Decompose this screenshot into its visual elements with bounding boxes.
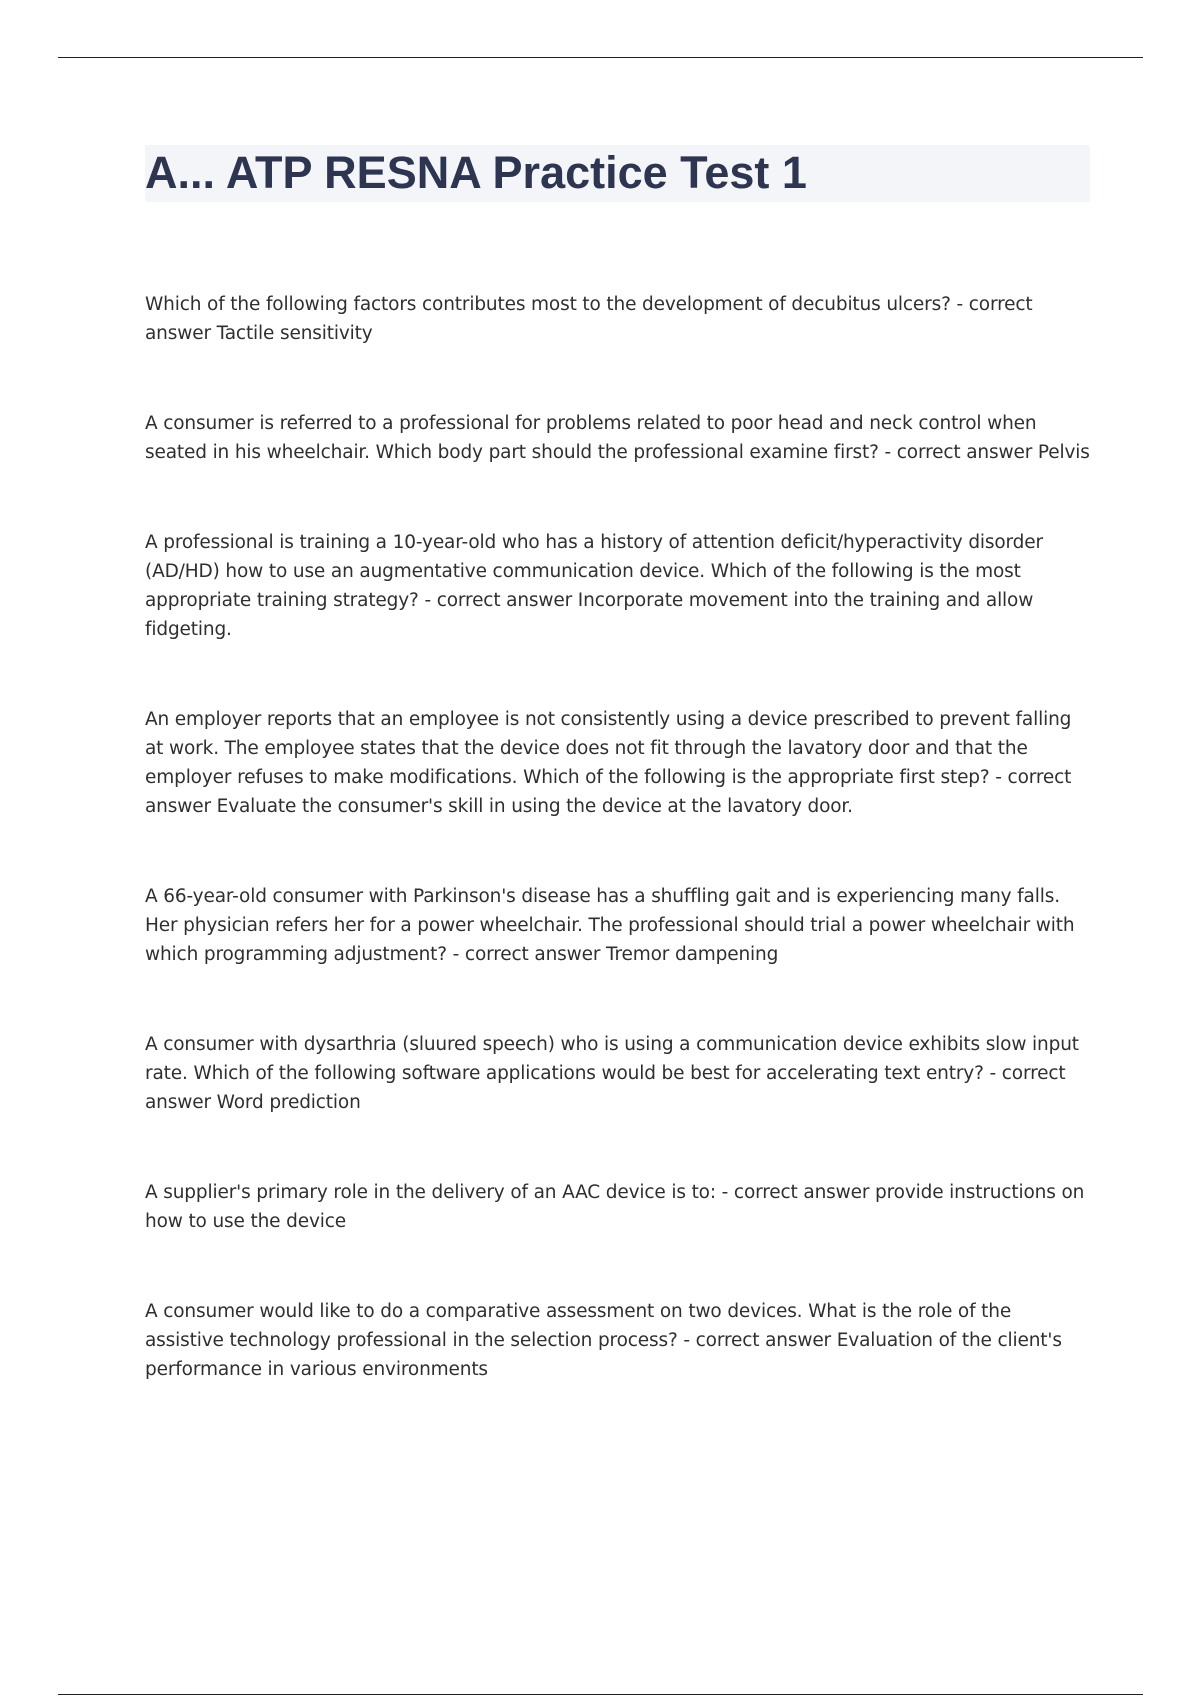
question-text: An employer reports that an employee is not consistently using a device prescribed to prevent falling at work. The employee states that the device does not fit through the lavatory door and that the employer refuses to make modifications. Which of the following is the appropriate first step? - correct answer Evaluate the consumer's skill in using the device at the lavatory door.: [145, 709, 1072, 817]
question-item: [145, 290, 1093, 348]
question-item: [145, 1178, 1093, 1236]
question-text: A consumer is referred to a professional for problems related to poor head and neck control when seated in his wheelchair. Which body part should the professional examine first? - correct answer Pelvis: [145, 413, 1090, 463]
question-text: A consumer would like to do a comparative assessment on two devices. What is the role of the assistive technology professional in the selection process? - correct answer Evaluation of the client's performance in various environments: [145, 1301, 1062, 1380]
question-item: [145, 1030, 1093, 1117]
question-item: [145, 528, 1093, 644]
question-item: [145, 409, 1093, 467]
question-text: A supplier's primary role in the delivery of an AAC device is to: - correct answer provide instructions on how to use the device: [145, 1182, 1085, 1232]
question-text: Which of the following factors contributes most to the development of decubitus ulcers? - correct answer Tactile sensitivity: [145, 294, 1033, 344]
question-item: [145, 882, 1093, 969]
top-divider: [58, 57, 1143, 58]
question-item: [145, 705, 1093, 821]
question-list: [145, 290, 1093, 1384]
question-item: [145, 1297, 1093, 1384]
question-text: A consumer with dysarthria (sluured speech) who is using a communication device exhibits slow input rate. Which of the following software applications would be best for accelerating text entry? - correct answer Word prediction: [145, 1034, 1079, 1113]
question-text: A professional is training a 10-year-old who has a history of attention deficit/hyperactivity disorder (AD/HD) how to use an augmentative communication device. Which of the following is the most appropriate training strategy? - correct answer Incorporate movement into the training and allow fidgeting.: [145, 532, 1043, 640]
bottom-divider: [58, 1694, 1143, 1695]
question-text: A 66-year-old consumer with Parkinson's disease has a shuffling gait and is experiencing many falls. Her physician refers her for a power wheelchair. The professional should trial a power wheelchair with which programming adjustment? - correct answer Tremor dampening: [145, 886, 1075, 965]
page-title: A... ATP RESNA Practice Test 1: [145, 147, 807, 198]
